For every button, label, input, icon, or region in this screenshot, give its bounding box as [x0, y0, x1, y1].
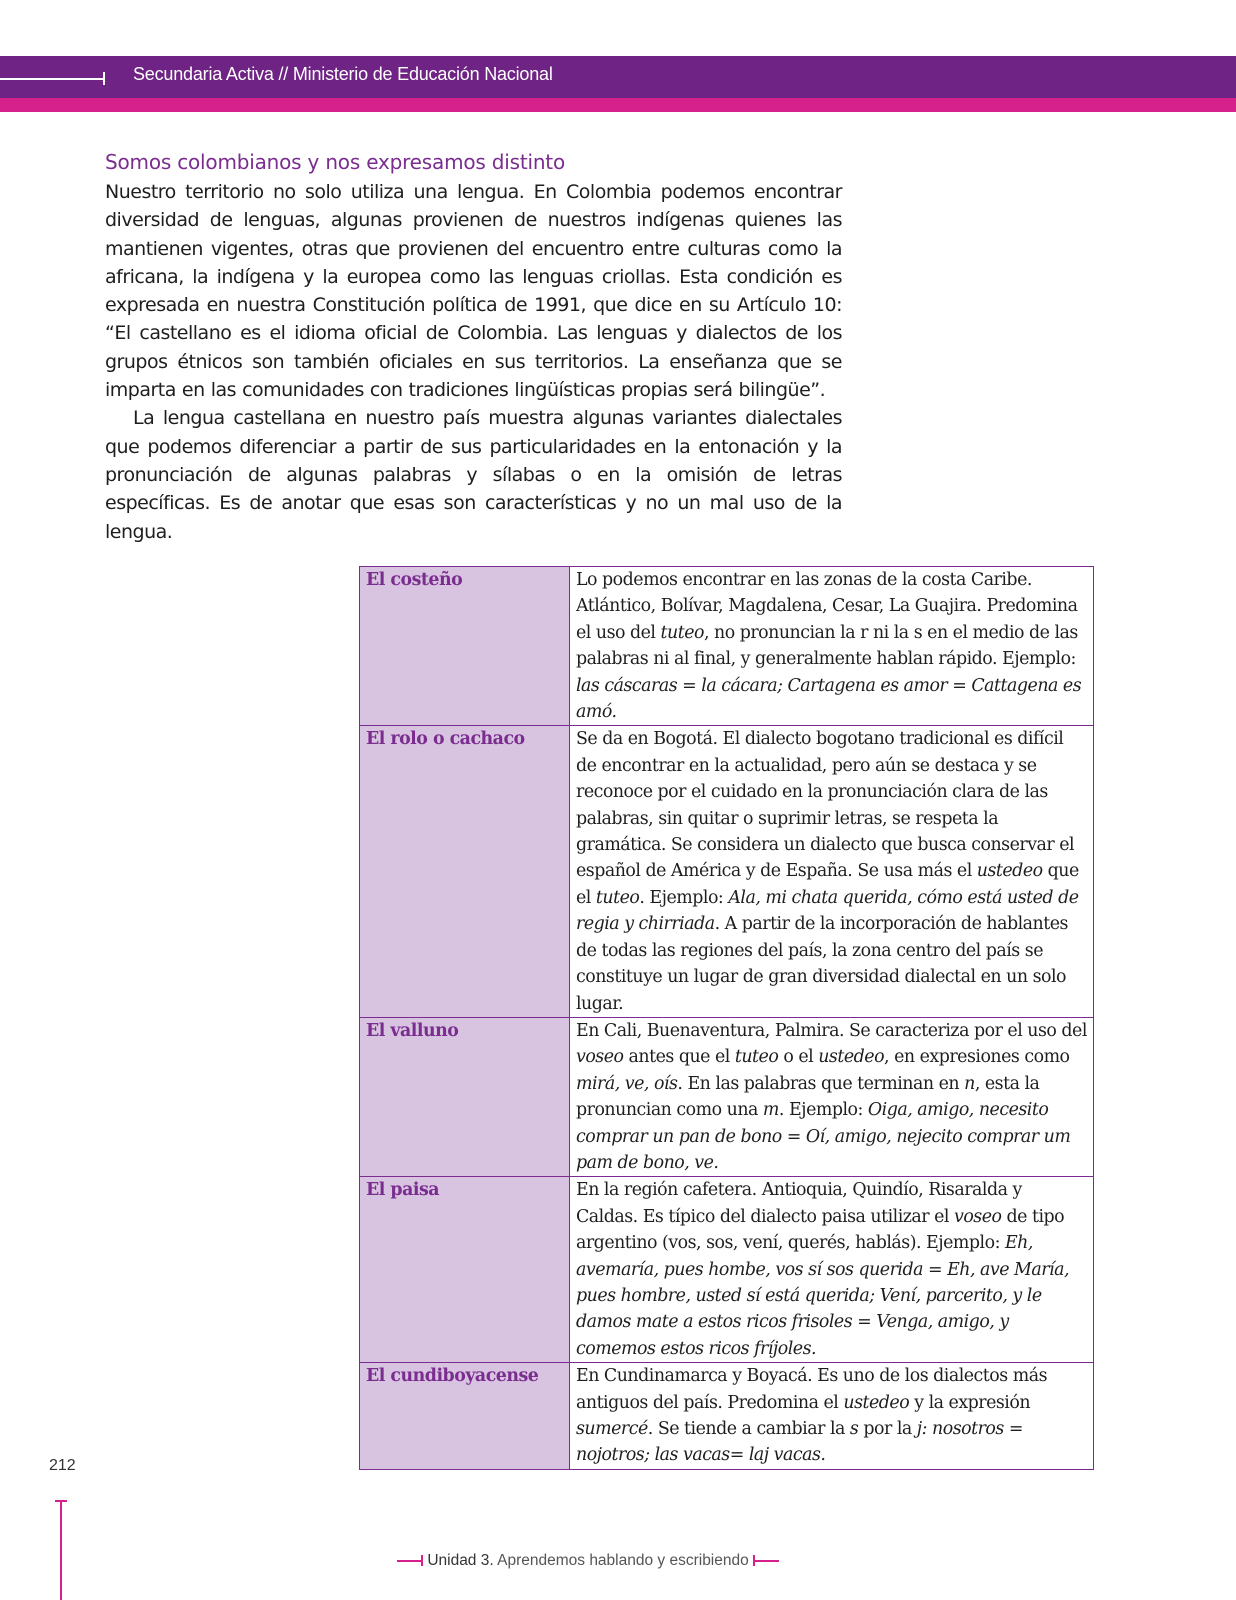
dialect-name: El rolo o cachaco [360, 726, 570, 1017]
dialect-row [360, 1363, 1094, 1470]
dialect-row [360, 1017, 1094, 1176]
description-text: por la [858, 1419, 917, 1439]
description-italic-text: tuteo [595, 887, 640, 908]
header-rule-tick [103, 72, 105, 85]
description-text: antes que el [623, 1047, 735, 1068]
description-text: , esta la pronuncian como una [576, 1073, 1040, 1121]
description-text: En Cali, Buenaventura, Palmira. Se caracteriza por el uso del [576, 1020, 1087, 1041]
description-italic-text: ustedeo [843, 1392, 910, 1413]
dialect-row [360, 726, 1094, 1017]
dialect-row [360, 1177, 1094, 1363]
header-accent-stripe [0, 98, 1236, 112]
description-text: o el [778, 1047, 819, 1068]
dialect-description [570, 1177, 1094, 1363]
description-italic-text: s [849, 1419, 859, 1439]
dialect-row [360, 567, 1094, 726]
description-italic-text: m [762, 1100, 779, 1121]
section-title: Somos colombianos y nos expresamos distinto [105, 150, 565, 174]
description-text: que el [576, 861, 1079, 908]
description-italic-text: sumercé [576, 1419, 648, 1439]
footer-unit: Unidad 3. [427, 1552, 494, 1569]
description-text: . Se tiende a cambiar la [647, 1419, 850, 1439]
description-italic-text: j: nosotros = nojotros; las vacas= laj vacas. [576, 1419, 1023, 1466]
dialect-description [570, 567, 1094, 726]
dialect-table [359, 566, 1094, 1470]
description-text: En Cundinamarca y Boyacá. Es uno de los dialectos más antiguos del país. Predomina el [576, 1366, 1047, 1413]
description-italic-text: Oiga, amigo, necesito comprar un pan de bono = Oí, amigo, nejecito comprar um pam de bono, ve. [576, 1100, 1071, 1173]
description-italic-text: n [964, 1073, 975, 1094]
paragraph: La lengua castellana en nuestro país muestra algunas variantes dialectales que podemos diferenciar a partir de sus particularidades en la entonación y la pronunciación de algunas palabras y sílabas o en la omisión de letras específicas. Es de anotar que esas son características y no un mal uso de la lengua. [105, 407, 842, 543]
description-text: Lo podemos encontrar en las zonas de la costa Caribe. Atlántico, Bolívar, Magdalena, Cesar, La Guajira. Predomina el uso del [576, 570, 1078, 643]
footer [397, 1552, 779, 1570]
description-text: . A partir de la incorporación de hablantes de todas las regiones del país, la zona centro del país se constituye un lugar de gran diversidad dialectal en un solo lugar. [576, 914, 1068, 1014]
description-italic-text: tuteo [660, 622, 704, 643]
footer-rule-right [755, 1560, 779, 1562]
description-italic-text: ustedeo [818, 1047, 885, 1068]
footer-rule-left [397, 1560, 421, 1562]
dialect-table-body [360, 567, 1094, 1470]
header-text: Secundaria Activa // Ministerio de Educación Nacional [133, 64, 553, 84]
dialect-name: El cundiboyacense [360, 1363, 570, 1470]
paragraph: Nuestro territorio no solo utiliza una lengua. En Colombia podemos encontrar diversidad de lenguas, algunas provienen de nuestros indígenas quienes las mantienen vigentes, otras que provienen del encuentro entre culturas como la africana, la indígena y la europea como las lenguas criollas. Esta condición es expresada en nuestra Constitución política de 1991, que dice en su Artículo 10: “El castellano es el idioma oficial de Colombia. Las lenguas y dialectos de los grupos étnicos son también oficiales en sus territorios. La enseñanza que se imparta en las comunidades con tradiciones lingüísticas propias será bilingüe”. [105, 181, 842, 402]
dialect-description [570, 1017, 1094, 1176]
dialect-name: El valluno [360, 1017, 570, 1176]
description-italic-text: ustedeo [976, 861, 1043, 882]
description-text: . Ejemplo: [778, 1100, 868, 1121]
footer-tick-left [421, 1555, 423, 1566]
description-text: y la expresión [909, 1392, 1031, 1413]
description-italic-text: voseo [954, 1206, 1002, 1227]
description-text: , no pronuncian la r ni la s en el medio de las palabras ni al final, y generalmente hablan rápido. Ejemplo: [576, 622, 1078, 670]
header-rule [0, 78, 104, 80]
description-text: de tipo argentino (vos, sos, vení, querés, hablás). Ejemplo: [576, 1206, 1065, 1254]
description-text: Se da en Bogotá. El dialecto bogotano tradicional es difícil de encontrar en la actualidad, pero aún se destaca y se reconoce por el cuidado en la pronunciación clara de las palabras, sin quitar o suprimir letras, se respeta la gramática. Se considera un dialecto que busca conservar el español de América y de España. Se usa más el [576, 729, 1075, 882]
page-edge-bar [60, 1500, 62, 1600]
description-text: En la región cafetera. Antioquia, Quindío, Risaralda y Caldas. Es típico del dialecto paisa utilizar el [576, 1180, 1022, 1227]
description-italic-text: tuteo [734, 1047, 779, 1068]
description-text: . En las palabras que terminan en [677, 1073, 965, 1094]
dialect-description [570, 726, 1094, 1017]
description-italic-text: mirá, ve, oís [576, 1073, 678, 1094]
description-text: , en expresiones como [884, 1047, 1070, 1068]
page-edge-bar-cap [55, 1500, 67, 1502]
description-italic-text: las cáscaras = la cácara; Cartagena es amor = Cattagena es amó. [576, 675, 1082, 723]
dialect-name: El costeño [360, 567, 570, 726]
dialect-description [570, 1363, 1094, 1470]
description-italic-text: voseo [576, 1047, 624, 1068]
body-text [105, 178, 842, 546]
description-text: . Ejemplo: [639, 887, 729, 908]
description-italic-text: Eh, avemaría, pues hombe, vos sí sos querida = Eh, ave María, pues hombre, usted sí está querida; Vení, parcerito, y le damos mate a estos ricos frisoles = Venga, amigo, y comemos estos ricos fríjoles. [576, 1233, 1070, 1359]
dialect-name: El paisa [360, 1177, 570, 1363]
page-number: 212 [49, 1457, 76, 1474]
description-italic-text: Ala, mi chata querida, cómo está usted de regia y chirriada [576, 887, 1079, 935]
footer-title: Aprendemos hablando y escribiendo [493, 1552, 749, 1569]
